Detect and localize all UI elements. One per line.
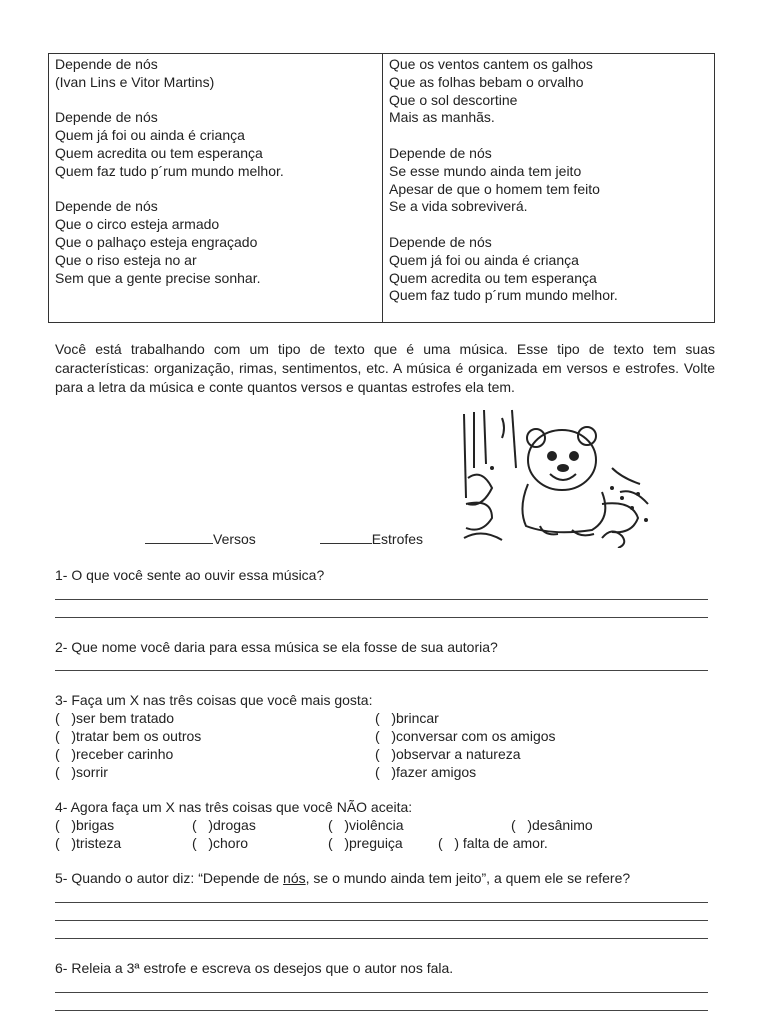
checkbox-option[interactable]: ( )ser bem tratado bbox=[55, 710, 175, 726]
lyrics-line: Sem que a gente precise sonhar. bbox=[55, 269, 261, 286]
answer-line[interactable] bbox=[55, 902, 708, 903]
question-4-title: 4- Agora faça um X nas três coisas que você NÃO aceita: bbox=[55, 799, 413, 815]
verses-blank[interactable] bbox=[145, 531, 213, 544]
lion-illustration bbox=[462, 408, 654, 548]
answer-line[interactable] bbox=[55, 670, 708, 671]
checkbox-option[interactable]: ( )receber carinho bbox=[55, 746, 174, 762]
checkbox-option[interactable]: ( )sorrir bbox=[55, 764, 108, 780]
lyrics-line: (Ivan Lins e Vitor Martins) bbox=[55, 73, 215, 90]
checkbox-option[interactable]: ( )tristeza bbox=[55, 835, 122, 851]
lyrics-stanza bbox=[55, 198, 376, 287]
lyrics-line: Que o palhaço esteja engraçado bbox=[55, 233, 258, 250]
checkbox-option[interactable]: ( )brigas bbox=[55, 817, 115, 833]
checkbox-option[interactable]: ( )brincar bbox=[375, 710, 439, 726]
lyrics-stanza bbox=[389, 234, 708, 305]
answer-line[interactable] bbox=[55, 938, 708, 939]
checkbox-option[interactable]: ( )conversar com os amigos bbox=[375, 728, 556, 744]
checkbox-option[interactable]: ( )preguiça bbox=[328, 835, 403, 851]
checkbox-option[interactable]: ( )choro bbox=[192, 835, 249, 851]
lyrics-line: Que o riso esteja no ar bbox=[55, 251, 197, 268]
question-3-row bbox=[55, 746, 715, 764]
underlined-word: nós bbox=[283, 870, 306, 886]
lyrics-line: Que os ventos cantem os galhos bbox=[389, 56, 593, 72]
lyrics-line: Que o sol descortine bbox=[389, 91, 518, 108]
lyrics-line: Se a vida sobreviverá. bbox=[389, 198, 528, 215]
lyrics-line: Que o circo esteja armado bbox=[55, 216, 220, 233]
question-6: 6- Releia a 3ª estrofe e escreva os desejos que o autor nos fala. bbox=[55, 960, 454, 976]
checkbox-option[interactable]: ( )desânimo bbox=[511, 817, 593, 833]
lyrics-line: Quem acredita ou tem esperança bbox=[389, 269, 597, 286]
lyrics-line: Que as folhas bebam o orvalho bbox=[389, 73, 584, 90]
stanzas-blank[interactable] bbox=[320, 531, 372, 544]
lyrics-line: Depende de nós bbox=[389, 144, 492, 161]
checkbox-option[interactable]: ( )observar a natureza bbox=[375, 746, 521, 762]
question-4-row bbox=[55, 835, 715, 853]
lyrics-line: Quem faz tudo p´rum mundo melhor. bbox=[55, 162, 284, 179]
answer-line[interactable] bbox=[55, 992, 708, 993]
answer-line[interactable] bbox=[55, 1010, 708, 1011]
lyrics-line: Quem acredita ou tem esperança bbox=[55, 144, 263, 161]
question-4-row bbox=[55, 817, 715, 835]
lyrics-line: Quem já foi ou ainda é criança bbox=[55, 127, 245, 144]
lyrics-line: Depende de nós bbox=[389, 233, 492, 250]
lyrics-stanza bbox=[55, 109, 376, 180]
question-1: 1- O que você sente ao ouvir essa música? bbox=[55, 567, 325, 583]
lyrics-line: Apesar de que o homem tem feito bbox=[389, 180, 600, 197]
lyrics-line: Mais as manhãs. bbox=[389, 109, 495, 126]
lyrics-stanza bbox=[389, 145, 708, 216]
intro-paragraph: Você está trabalhando com um tipo de texto que é uma música. Esse tipo de texto tem suas características: organização, rimas, sentimentos, etc. A música é organizada em versos e estrofes. Volte para a letra da música e conte quantos versos e quantas estrofes ela tem. bbox=[55, 341, 715, 395]
verse-stanza-count bbox=[145, 531, 465, 547]
checkbox-option[interactable]: ( )tratar bem os outros bbox=[55, 728, 202, 744]
checkbox-option[interactable]: ( )fazer amigos bbox=[375, 764, 477, 780]
lyrics-table bbox=[48, 53, 715, 323]
question-3-row bbox=[55, 728, 715, 746]
lyrics-line: Depende de nós bbox=[55, 198, 158, 215]
lyrics-right-column bbox=[383, 54, 714, 322]
question-2: 2- Que nome você daria para essa música se ela fosse de sua autoria? bbox=[55, 639, 498, 655]
verses-label: Versos bbox=[213, 531, 256, 547]
stanzas-label: Estrofes bbox=[371, 531, 424, 547]
lyrics-left-column bbox=[49, 54, 383, 322]
question-3-row bbox=[55, 764, 715, 782]
lyrics-line: Quem já foi ou ainda é criança bbox=[389, 251, 579, 268]
lyrics-stanza bbox=[55, 56, 376, 92]
answer-line[interactable] bbox=[55, 599, 708, 600]
question-3-title: 3- Faça um X nas três coisas que você mais gosta: bbox=[55, 692, 373, 708]
lyrics-line: Se esse mundo ainda tem jeito bbox=[389, 162, 582, 179]
lyrics-line: Depende de nós bbox=[55, 109, 158, 126]
question-5: 5- Quando o autor diz: “Depende de nós, se o mundo ainda tem jeito”, a quem ele se refere? bbox=[55, 870, 631, 886]
lyrics-line: Quem faz tudo p´rum mundo melhor. bbox=[389, 287, 618, 304]
answer-line[interactable] bbox=[55, 617, 708, 618]
lyrics-stanza bbox=[389, 56, 708, 127]
checkbox-option[interactable]: ( ) falta de amor. bbox=[438, 835, 548, 851]
answer-line[interactable] bbox=[55, 920, 708, 921]
checkbox-option[interactable]: ( )violência bbox=[328, 817, 404, 833]
question-3-row bbox=[55, 710, 715, 728]
checkbox-option[interactable]: ( )drogas bbox=[192, 817, 256, 833]
lyrics-line: Depende de nós bbox=[55, 56, 158, 72]
